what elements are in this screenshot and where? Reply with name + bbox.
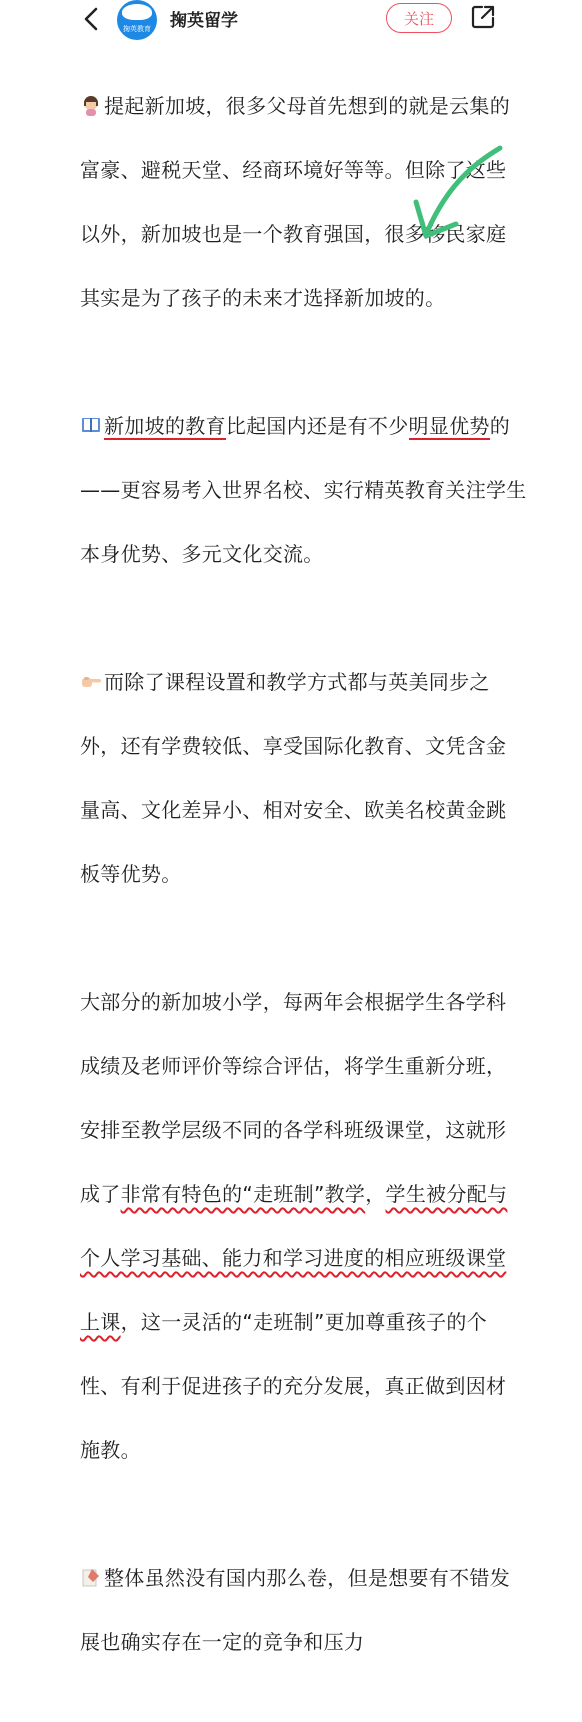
p1-line-1: 提起新加坡，很多父母首先想到的就是云集的 — [104, 94, 510, 118]
highlight-obvious-advantages: 明显优势 — [408, 414, 490, 438]
top-bar — [0, 0, 582, 40]
paragraph-5 — [80, 1530, 510, 1690]
p4-line-8: 施教。 — [80, 1438, 141, 1462]
p3-line-2: 外，还有学费较低、享受国际化教育、文凭含金 — [80, 734, 507, 758]
back-arrow-icon[interactable] — [80, 6, 102, 32]
avatar[interactable] — [117, 0, 157, 40]
paragraph-3 — [80, 634, 507, 922]
memo-emoji-icon — [80, 1566, 102, 1588]
p3-line-3: 量高、文化差异小、相对安全、欧美名校黄金跳 — [80, 798, 507, 822]
woman-emoji-icon — [80, 94, 102, 116]
p5-line-1: 整体虽然没有国内那么卷，但是想要有不错发 — [104, 1566, 510, 1590]
highlight-attend-class: 上课 — [80, 1310, 121, 1334]
highlight-class-system: 非常有特色的“走班制”教学 — [120, 1182, 366, 1206]
highlight-singapore-education: 新加坡的教育 — [104, 414, 226, 438]
p4-line-7: 性、有利于促进孩子的充分发展，真正做到因材 — [80, 1374, 507, 1398]
p1-line-2: 富豪、避税天堂、经商环境好等等。但除了这些 — [80, 158, 507, 182]
p1-line-4: 其实是为了孩子的未来才选择新加坡的。 — [80, 286, 446, 310]
account-name[interactable]: 掬英留学 — [170, 11, 238, 31]
share-icon[interactable] — [470, 4, 496, 30]
paragraph-4 — [80, 954, 508, 1498]
p2-line-2: ——更容易考入世界名校、实行精英教育关注学生 — [80, 478, 527, 502]
p2-line-3: 本身优势、多元文化交流。 — [80, 542, 324, 566]
follow-button[interactable]: 关注 — [386, 3, 452, 33]
p3-line-4: 板等优势。 — [80, 862, 182, 886]
p4-l4-c: ， — [365, 1182, 386, 1206]
book-emoji-icon — [80, 414, 102, 436]
p4-line-1: 大部分的新加坡小学，每两年会根据学生各学科 — [80, 990, 507, 1014]
highlight-student-assignment: 学生被分配与 — [385, 1182, 508, 1206]
p5-line-2: 展也确实存在一定的竞争和压力 — [80, 1630, 365, 1654]
avatar-text: 掬英教育 — [123, 25, 151, 33]
p2-text-b: 比起国内还是有不少 — [225, 414, 409, 438]
article-body — [80, 58, 527, 1722]
p3-line-1: 而除了课程设置和教学方式都与英美同步之 — [104, 670, 490, 694]
p2-text-d: 的 — [489, 414, 511, 438]
paragraph-2 — [80, 378, 527, 602]
p4-line-2: 成绩及老师评价等综合评估，将学生重新分班， — [80, 1054, 507, 1078]
highlight-class-level: 个人学习基础、能力和学习进度的相应班级课堂 — [80, 1246, 507, 1270]
p4-line-3: 安排至教学层级不同的各学科班级课堂，这就形 — [80, 1118, 507, 1142]
green-arrow-annotation — [410, 140, 506, 250]
pointing-hand-emoji-icon — [80, 670, 102, 692]
p1-line-3: 以外，新加坡也是一个教育强国，很多移民家庭 — [80, 222, 507, 246]
p4-l6-b: ，这一灵活的“走班制”更加尊重孩子的个 — [120, 1310, 488, 1334]
p4-l4-a: 成了 — [80, 1182, 121, 1206]
